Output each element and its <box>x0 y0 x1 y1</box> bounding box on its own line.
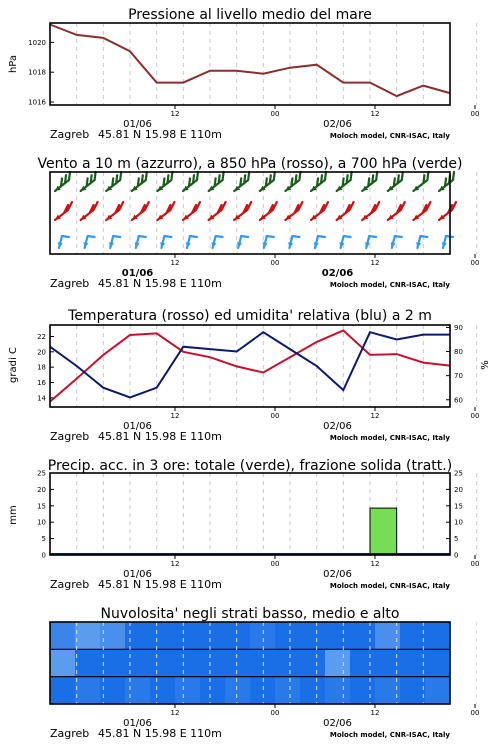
ytick-label: 14 <box>37 394 46 403</box>
model-credit: Moloch model, CNR-ISAC, Italy <box>329 281 450 289</box>
time-tick-label: 12 <box>370 412 380 420</box>
time-tick-label: 12 <box>170 709 180 717</box>
cloud-cell <box>150 622 176 649</box>
ytick-label: 25 <box>37 469 46 478</box>
precip-bar <box>370 508 397 555</box>
time-tick-label: 12 <box>370 560 380 568</box>
ytick-label: 1016 <box>28 98 46 107</box>
precip-ytick-labels <box>37 470 463 560</box>
cloud-cell <box>75 677 101 704</box>
cloud-cell <box>425 622 451 649</box>
wind-time-axis <box>50 254 479 290</box>
cloud-cells <box>50 622 451 704</box>
precip-gridlines <box>77 473 477 555</box>
ytick-right-label: 0 <box>454 551 459 560</box>
cloud-cell <box>50 649 76 676</box>
date-label: 02/06 <box>323 119 352 130</box>
time-tick-label: 00 <box>470 709 480 717</box>
ytick-label: 10 <box>37 518 46 527</box>
cloud-cell <box>250 677 276 704</box>
pressure-ylabel: hPa <box>8 54 19 74</box>
ytick-right-label: 5 <box>454 535 459 544</box>
model-credit: Moloch model, CNR-ISAC, Italy <box>329 434 450 442</box>
ytick-right-label: 80 <box>454 348 463 357</box>
ytick-right-label: 70 <box>454 372 463 381</box>
cloud-cell <box>150 677 176 704</box>
date-label: 02/06 <box>323 421 352 432</box>
cloud-cell <box>225 677 251 704</box>
date-label: 02/06 <box>323 718 352 729</box>
ytick-right-label: 60 <box>454 396 463 405</box>
model-credit: Moloch model, CNR-ISAC, Italy <box>329 731 450 739</box>
time-tick-label: 12 <box>170 412 180 420</box>
ytick-right-label: 25 <box>454 469 463 478</box>
pressure-line <box>50 25 450 97</box>
ytick-label: 20 <box>37 485 46 494</box>
precip-time-axis <box>50 555 479 591</box>
cloud-cell <box>350 677 376 704</box>
cloud-cell <box>125 649 151 676</box>
time-tick-label: 12 <box>170 110 180 118</box>
time-tick-label: 00 <box>470 412 480 420</box>
cloud-cell <box>50 622 76 649</box>
temperature-ylabel: gradi C <box>8 347 19 383</box>
time-tick-label: 00 <box>470 110 480 118</box>
cloud-cell <box>125 677 151 704</box>
cloud-cell <box>325 677 351 704</box>
time-tick-label: 00 <box>270 259 280 267</box>
cloud-cell <box>125 622 151 649</box>
ytick-right-label: 20 <box>454 485 463 494</box>
model-credit: Moloch model, CNR-ISAC, Italy <box>329 582 450 590</box>
cloud-cell <box>150 649 176 676</box>
location-name: Zagreb <box>50 430 90 443</box>
cloud-title: Nuvolosita' negli strati basso, medio e alto <box>100 606 400 622</box>
cloud-cell <box>400 649 426 676</box>
cloud-cell <box>100 622 126 649</box>
location-coords: 45.81 N 15.98 E 110m <box>98 277 222 290</box>
ytick-label: 20 <box>37 348 46 357</box>
time-tick-label: 12 <box>370 110 380 118</box>
wind-frame <box>50 172 450 254</box>
time-tick-label: 00 <box>470 259 480 267</box>
location-coords: 45.81 N 15.98 E 110m <box>98 128 222 141</box>
wind-barbs <box>55 172 456 248</box>
date-label: 01/06 <box>123 421 152 432</box>
cloud-cell <box>325 649 351 676</box>
time-tick-label: 00 <box>470 560 480 568</box>
date-label: 01/06 <box>123 718 152 729</box>
humidity-line <box>50 332 450 397</box>
pressure-title: Pressione al livello medio del mare <box>128 7 372 23</box>
cloud-cell <box>325 622 351 649</box>
cloud-cell <box>275 677 301 704</box>
humidity-ylabel: % <box>480 360 491 370</box>
cloud-time-axis <box>50 704 479 740</box>
location-name: Zagreb <box>50 727 90 740</box>
location-name: Zagreb <box>50 578 90 591</box>
cloud-cell <box>200 622 226 649</box>
cloud-cell <box>250 622 276 649</box>
cloud-cell <box>425 677 451 704</box>
cloud-cell <box>300 622 326 649</box>
cloud-cell <box>175 622 201 649</box>
ytick-right-label: 90 <box>454 323 463 332</box>
cloud-cell <box>350 622 376 649</box>
cloud-cell <box>300 649 326 676</box>
cloud-cell <box>200 677 226 704</box>
wind-panel <box>37 156 479 290</box>
model-credit: Moloch model, CNR-ISAC, Italy <box>329 132 450 140</box>
precip-title: Precip. acc. in 3 ore: totale (verde), frazione solida (tratt.) <box>47 458 453 474</box>
precip-panel <box>8 458 479 591</box>
ytick-label: 1018 <box>28 68 46 77</box>
ytick-label: 0 <box>41 551 46 560</box>
location-name: Zagreb <box>50 128 90 141</box>
cloud-cell <box>375 622 401 649</box>
cloud-cell <box>225 622 251 649</box>
location-coords: 45.81 N 15.98 E 110m <box>98 430 222 443</box>
time-tick-label: 12 <box>370 259 380 267</box>
date-label: 02/06 <box>321 268 354 279</box>
date-label: 02/06 <box>323 569 352 580</box>
wind-title: Vento a 10 m (azzurro), a 850 hPa (rosso), a 700 hPa (verde) <box>37 156 463 172</box>
cloud-cell <box>275 622 301 649</box>
temperature-panel <box>8 308 491 443</box>
cloud-cell <box>250 649 276 676</box>
cloud-cell <box>175 649 201 676</box>
ytick-label: 18 <box>37 363 46 372</box>
ytick-label: 5 <box>41 535 46 544</box>
location-coords: 45.81 N 15.98 E 110m <box>98 727 222 740</box>
cloud-cell <box>50 677 76 704</box>
cloud-cell <box>350 649 376 676</box>
temperature-humidity-series <box>50 330 450 401</box>
ytick-label: 16 <box>37 378 46 387</box>
pressure-panel <box>8 7 479 141</box>
time-tick-label: 12 <box>370 709 380 717</box>
date-label: 01/06 <box>123 569 152 580</box>
ytick-right-label: 10 <box>454 518 463 527</box>
precip-bars <box>50 508 450 555</box>
time-tick-label: 12 <box>170 560 180 568</box>
ytick-label: 22 <box>37 332 46 341</box>
location-name: Zagreb <box>50 277 90 290</box>
cloud-cell <box>425 649 451 676</box>
precip-ylabel: mm <box>8 505 19 525</box>
cloud-cell <box>175 677 201 704</box>
temperature-time-axis <box>50 407 479 443</box>
pressure-gridlines <box>77 23 477 105</box>
cloud-cell <box>275 649 301 676</box>
cloud-cell <box>75 649 101 676</box>
pressure-time-axis <box>50 105 479 141</box>
cloud-cell <box>300 677 326 704</box>
temperature-title: Temperatura (rosso) ed umidita' relativa (blu) a 2 m <box>68 308 432 324</box>
time-tick-label: 00 <box>270 412 280 420</box>
pressure-series <box>50 25 450 97</box>
time-tick-label: 00 <box>270 110 280 118</box>
cloud-cell <box>225 649 251 676</box>
ytick-right-label: 15 <box>454 502 463 511</box>
cloud-cell <box>400 622 426 649</box>
cloud-cell <box>400 677 426 704</box>
temperature-ytick-labels <box>37 324 463 404</box>
date-label: 01/06 <box>121 268 154 279</box>
ytick-label: 15 <box>37 502 46 511</box>
time-tick-label: 00 <box>270 709 280 717</box>
time-tick-label: 00 <box>270 560 280 568</box>
time-tick-label: 12 <box>170 259 180 267</box>
cloud-panel <box>50 606 479 740</box>
date-label: 01/06 <box>123 119 152 130</box>
location-coords: 45.81 N 15.98 E 110m <box>98 578 222 591</box>
cloud-cell <box>75 622 101 649</box>
ytick-label: 1020 <box>28 38 46 47</box>
cloud-cell <box>200 649 226 676</box>
